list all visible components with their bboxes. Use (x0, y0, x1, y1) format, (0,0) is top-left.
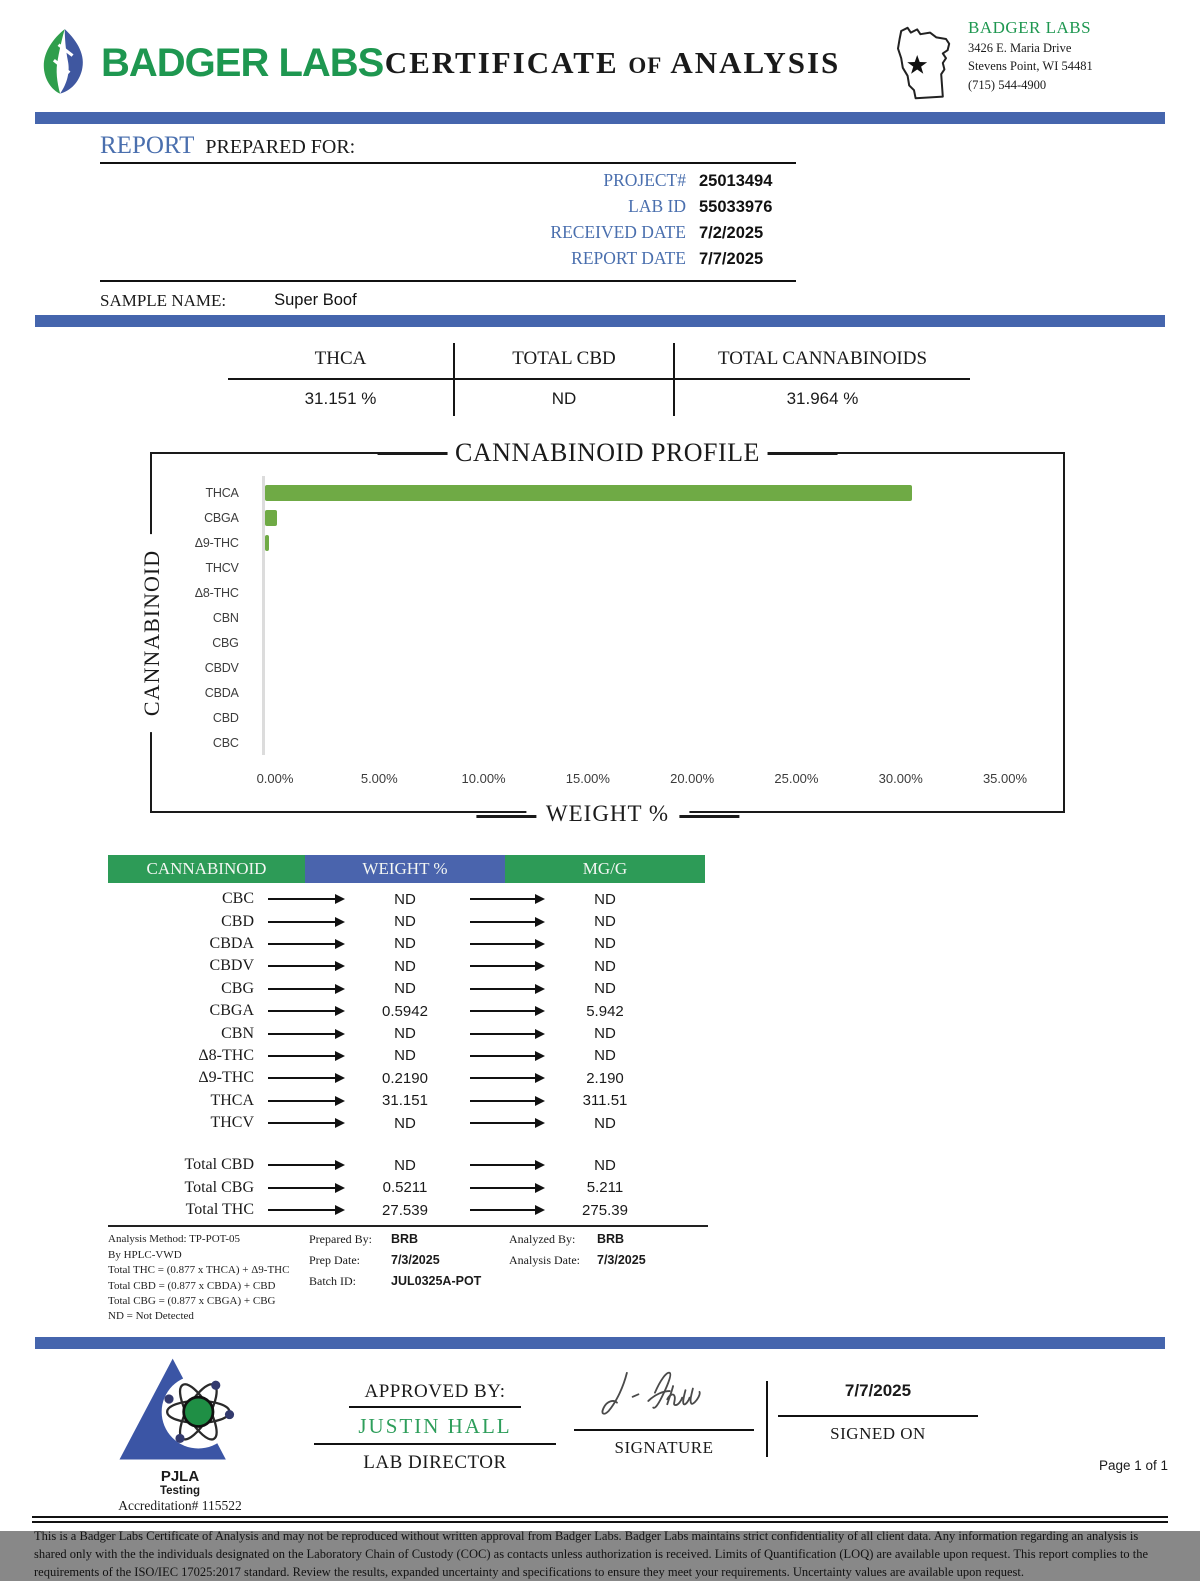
lab-name: BADGER LABS (968, 17, 1092, 37)
arrow-right-icon (268, 921, 336, 923)
mgg-value: ND (594, 957, 616, 975)
analyzed-by-row (509, 1232, 708, 1247)
chart-x-tick: 35.00% (982, 771, 1028, 786)
weight-value: ND (394, 1114, 416, 1132)
chart-x-tick: 5.00% (360, 771, 398, 786)
chart-category-label: CBG (212, 635, 239, 650)
arrow-right-icon (268, 1077, 336, 1079)
mgg-value: 5.942 (586, 1002, 624, 1020)
results-table-header (108, 855, 705, 883)
arrow-right-icon (470, 1010, 536, 1012)
batch-id-label: Batch ID: (309, 1274, 356, 1289)
chart-title: CANNABINOID PROFILE (437, 438, 778, 468)
header-cannabinoid: CANNABINOID (108, 855, 305, 883)
signed-on-label: SIGNED ON (778, 1415, 978, 1444)
report-field-row (100, 196, 796, 222)
chart-bar-track (265, 555, 992, 580)
weight-value: 0.2190 (382, 1069, 428, 1087)
signed-on-date: 7/7/2025 (844, 1380, 912, 1400)
arrow-right-icon (470, 1164, 536, 1166)
summary-label: TOTAL CBD (455, 343, 673, 380)
header-mgg: MG/G (505, 855, 705, 883)
chart-category-label: CBN (212, 610, 239, 625)
mgg-value: ND (594, 980, 616, 998)
weight-value: 31.151 (382, 1092, 428, 1110)
table-row (108, 1045, 705, 1067)
chart-bar (265, 535, 270, 551)
chart-bar-track (265, 680, 992, 705)
pjla-logo-icon (114, 1452, 246, 1469)
chart-category-label: Δ8-THC (194, 585, 239, 600)
cannabinoid-name: CBC (221, 890, 254, 908)
document-title (335, 45, 890, 81)
accreditation-number: Accreditation# 115522 (118, 1497, 242, 1513)
report-field-row (100, 222, 796, 248)
chart-bar-row (152, 705, 992, 730)
total-name: Total CBD (184, 1156, 254, 1174)
table-total-row (108, 1199, 705, 1221)
page-number: Page 1 of 1 (1098, 1458, 1168, 1473)
method-note-line: Total CBD = (0.877 x CBDA) + CBD (108, 1279, 276, 1292)
lab-phone: (715) 544-4900 (968, 78, 1047, 93)
chart-bar-row (152, 580, 992, 605)
report-title (100, 132, 796, 164)
sample-name-row (100, 282, 796, 315)
cannabinoid-name: THCA (210, 1091, 254, 1109)
approval-section (60, 1355, 1200, 1514)
field-value: 7/2/2025 (699, 224, 764, 242)
total-weight-value: ND (394, 1156, 416, 1174)
arrow-right-icon (470, 898, 536, 900)
field-label: LAB ID (628, 196, 686, 216)
report-field-row (100, 248, 796, 274)
summary-thca (228, 343, 453, 416)
lab-address-line2: Stevens Point, WI 54481 (968, 59, 1093, 74)
arrow-right-icon (470, 921, 536, 923)
chart-bar-row (152, 480, 992, 505)
table-row (108, 1090, 705, 1112)
chart-x-tick: 25.00% (774, 771, 819, 786)
chart-bar-row (152, 730, 992, 755)
weight-value: ND (394, 935, 416, 953)
method-note-line: ND = Not Detected (108, 1310, 194, 1323)
arrow-right-icon (268, 1187, 336, 1189)
chart-bar-track (265, 605, 992, 630)
sample-name-label: SAMPLE NAME: (100, 291, 227, 310)
arrow-right-icon (470, 1077, 536, 1079)
approved-by-block (310, 1381, 560, 1474)
chart-category-label: THCV (205, 560, 239, 575)
badger-leaf-icon (35, 26, 93, 101)
chart-category-label: Δ9-THC (194, 535, 239, 550)
signature-label: SIGNATURE (574, 1429, 754, 1458)
analysis-date-row (509, 1253, 708, 1268)
brand-logo (35, 26, 384, 101)
total-weight-value: 27.539 (382, 1201, 428, 1219)
chart-bar-track (265, 580, 992, 605)
mgg-value: ND (594, 1114, 616, 1132)
prep-notes (309, 1232, 509, 1324)
weight-value: 0.5942 (382, 1002, 428, 1020)
report-field-row (100, 170, 796, 196)
total-mgg-value: 5.211 (586, 1179, 624, 1197)
chart-y-axis-label: CANNABINOID (139, 533, 165, 731)
chart-category-label: CBGA (204, 510, 239, 525)
arrow-right-icon (470, 943, 536, 945)
table-row (108, 933, 705, 955)
total-name: Total CBG (184, 1178, 254, 1196)
chart-bar-row (152, 505, 992, 530)
pjla-name: PJLA (160, 1467, 200, 1485)
arrow-right-icon (470, 1209, 536, 1211)
analyzed-by-label: Analyzed By: (509, 1232, 576, 1247)
cannabinoid-name: Δ8-THC (198, 1046, 254, 1064)
chart-bar-track (265, 480, 992, 505)
analyzed-by-value: BRB (597, 1232, 625, 1247)
sample-name-value: Super Boof (274, 291, 357, 309)
chart-x-tick: 15.00% (565, 771, 610, 786)
cannabinoid-name: CBDV (209, 957, 254, 975)
prepared-by-label: Prepared By: (309, 1232, 372, 1247)
arrow-right-icon (470, 1122, 536, 1124)
mgg-value: ND (594, 913, 616, 931)
table-row (108, 910, 705, 932)
header (0, 0, 1200, 112)
footer-disclaimer: This is a Badger Labs Certificate of Analysis and may not be reproduced without written approval from Badger Labs. Badger Labs maintains strict confidentiality of all client data. Any information regarding an analysis is shared only with the the individuals designated on the Laboratory Chain of Custody (COC) as contacts unless authorization is received. Limits of Quantification (LOQ) are available upon request. This report complies to the requirements of the ISO/IEC 17025:2017 standard. Review the results, expanded uncertainty and specifications to ensure they meet your requirements. Uncertainty values are available upon request. (34, 1528, 1149, 1580)
arrow-right-icon (470, 965, 536, 967)
mgg-value: ND (594, 935, 616, 953)
arrow-right-icon (268, 988, 336, 990)
lab-address-text (968, 18, 1093, 95)
total-name: Total THC (185, 1201, 254, 1219)
arrow-right-icon (470, 1187, 536, 1189)
chart-category-label: CBC (212, 735, 239, 750)
summary-value: 31.964 % (786, 389, 859, 408)
chart-bar-track (265, 655, 992, 680)
signature-image (574, 1363, 754, 1429)
field-label: RECEIVED DATE (550, 222, 686, 242)
approver-title: LAB DIRECTOR (363, 1451, 507, 1473)
chart-x-tick: 0.00% (256, 771, 294, 786)
header-weight: WEIGHT % (305, 855, 505, 883)
chart-bar-row (152, 530, 992, 555)
report-section (100, 132, 796, 315)
divider-bar-3 (35, 1337, 1165, 1349)
arrow-right-icon (470, 1055, 536, 1057)
table-gap (108, 1134, 705, 1154)
mgg-value: ND (594, 1047, 616, 1065)
chart-category-label: CBD (212, 710, 239, 725)
chart-frame (139, 438, 1065, 826)
report-fields (100, 164, 796, 282)
results-rows (108, 883, 705, 1221)
lab-address-line1: 3426 E. Maria Drive (968, 40, 1072, 55)
field-value: 55033976 (699, 198, 773, 216)
chart-bar-row (152, 555, 992, 580)
title-of: OF (628, 53, 663, 78)
arrow-right-icon (268, 1033, 336, 1035)
chart-bar (265, 510, 277, 526)
signature-divider (766, 1381, 768, 1457)
total-mgg-value: 275.39 (582, 1201, 628, 1219)
method-note-line: Analysis Method: TP-POT-05 (108, 1233, 241, 1246)
table-total-row (108, 1154, 705, 1176)
total-weight-value: 0.5211 (382, 1179, 428, 1197)
cannabinoid-name: Δ9-THC (198, 1069, 254, 1087)
table-total-row (108, 1177, 705, 1199)
arrow-right-icon (268, 1100, 336, 1102)
brand-name: BADGER LABS (101, 40, 384, 85)
pjla-subtitle: Testing (159, 1484, 201, 1497)
chart-x-axis-ticks (256, 771, 1028, 789)
summary-total-cbd (453, 343, 673, 416)
wisconsin-map-icon (890, 18, 962, 109)
weight-value: ND (394, 957, 416, 975)
chart-bar-row (152, 630, 992, 655)
weight-value: ND (394, 1025, 416, 1043)
cannabinoid-name: CBG (221, 979, 254, 997)
analysis-date-value: 7/3/2025 (597, 1253, 646, 1268)
chart-bar-row (152, 605, 992, 630)
chart-bar-track (265, 530, 992, 555)
approver-name: JUSTIN HALL (314, 1408, 556, 1445)
table-row (108, 978, 705, 1000)
table-row (108, 1000, 705, 1022)
chart-bar-track (265, 630, 992, 655)
prepared-by-row (309, 1232, 509, 1247)
divider-bar-top (35, 112, 1165, 124)
mgg-value: 2.190 (586, 1069, 624, 1087)
chart-category-label: CBDV (204, 660, 239, 675)
weight-value: ND (394, 890, 416, 908)
cannabinoid-name: CBD (221, 912, 254, 930)
summary-label: THCA (228, 343, 453, 380)
arrow-right-icon (268, 965, 336, 967)
total-mgg-value: ND (594, 1156, 616, 1174)
weight-value: ND (394, 1047, 416, 1065)
field-value: 25013494 (699, 172, 773, 190)
cannabinoid-name: CBN (221, 1024, 254, 1042)
pjla-accreditation-block (60, 1355, 300, 1514)
arrow-right-icon (470, 1100, 536, 1102)
summary-label: TOTAL CANNABINOIDS (675, 343, 970, 380)
field-label: PROJECT# (603, 170, 686, 190)
footer-divider (32, 1516, 1168, 1523)
chart-category-label: THCA (205, 485, 239, 500)
arrow-right-icon (268, 1010, 336, 1012)
arrow-right-icon (268, 898, 336, 900)
chart-bar-row (152, 655, 992, 680)
chart-x-tick: 30.00% (878, 771, 923, 786)
mgg-value: ND (594, 890, 616, 908)
chart-plot-area (152, 480, 992, 755)
cannabinoid-profile-chart (139, 438, 1065, 826)
prep-date-value: 7/3/2025 (391, 1253, 440, 1268)
title-analysis: ANALYSIS (670, 45, 841, 80)
cannabinoid-name: THCV (210, 1114, 254, 1132)
chart-category-label: CBDA (204, 685, 239, 700)
chart-x-axis-label: WEIGHT % (526, 801, 689, 827)
batch-id-value: JUL0325A-POT (391, 1274, 482, 1289)
table-row (108, 1112, 705, 1134)
prepared-by-value: BRB (391, 1232, 419, 1247)
chart-x-tick: 20.00% (670, 771, 715, 786)
arrow-right-icon (268, 1122, 336, 1124)
weight-value: ND (394, 913, 416, 931)
table-row (108, 888, 705, 910)
field-value: 7/7/2025 (699, 250, 764, 268)
chart-bar (265, 485, 912, 501)
divider-bar-2 (35, 315, 1165, 327)
chart-bar-track (265, 705, 992, 730)
cannabinoid-name: CBGA (209, 1002, 254, 1020)
results-table (108, 855, 705, 1221)
method-notes (108, 1232, 309, 1324)
mgg-value: ND (594, 1025, 616, 1043)
cannabinoid-name: CBDA (209, 934, 254, 952)
analysis-date-label: Analysis Date: (509, 1253, 580, 1268)
lab-address-card (890, 18, 1170, 109)
arrow-right-icon (470, 988, 536, 990)
table-row (108, 1067, 705, 1089)
summary-value: 31.151 % (304, 389, 377, 408)
title-certificate: CERTIFICATE (384, 45, 619, 80)
table-row (108, 955, 705, 977)
arrow-right-icon (470, 1033, 536, 1035)
approved-by-label: APPROVED BY: (349, 1381, 522, 1408)
arrow-right-icon (268, 1209, 336, 1211)
arrow-right-icon (268, 1055, 336, 1057)
chart-bar-track (265, 505, 992, 530)
summary-total-cannabinoids (673, 343, 970, 416)
prep-date-row (309, 1253, 509, 1268)
method-note-line: Total THC = (0.877 x THCA) + Δ9-THC (108, 1264, 290, 1277)
signed-on-block (778, 1381, 978, 1444)
summary-strip (228, 343, 970, 416)
method-note-line: By HPLC-VWD (108, 1248, 182, 1261)
analysis-notes (509, 1232, 708, 1324)
arrow-right-icon (268, 943, 336, 945)
report-title-word: REPORT (100, 132, 195, 159)
arrow-right-icon (268, 1164, 336, 1166)
prep-date-label: Prep Date: (309, 1253, 360, 1268)
mgg-value: 311.51 (582, 1092, 628, 1110)
table-row (108, 1022, 705, 1044)
analysis-footnotes (108, 1225, 708, 1324)
summary-value: ND (551, 389, 577, 408)
method-note-line: Total CBG = (0.877 x CBGA) + CBG (108, 1295, 276, 1308)
chart-bar-row (152, 680, 992, 705)
report-title-rest: PREPARED FOR: (205, 136, 356, 158)
batch-id-row (309, 1274, 509, 1289)
field-label: REPORT DATE (571, 248, 686, 268)
chart-bar-track (265, 730, 992, 755)
weight-value: ND (394, 980, 416, 998)
chart-x-tick: 10.00% (461, 771, 506, 786)
signature-block (574, 1363, 754, 1458)
